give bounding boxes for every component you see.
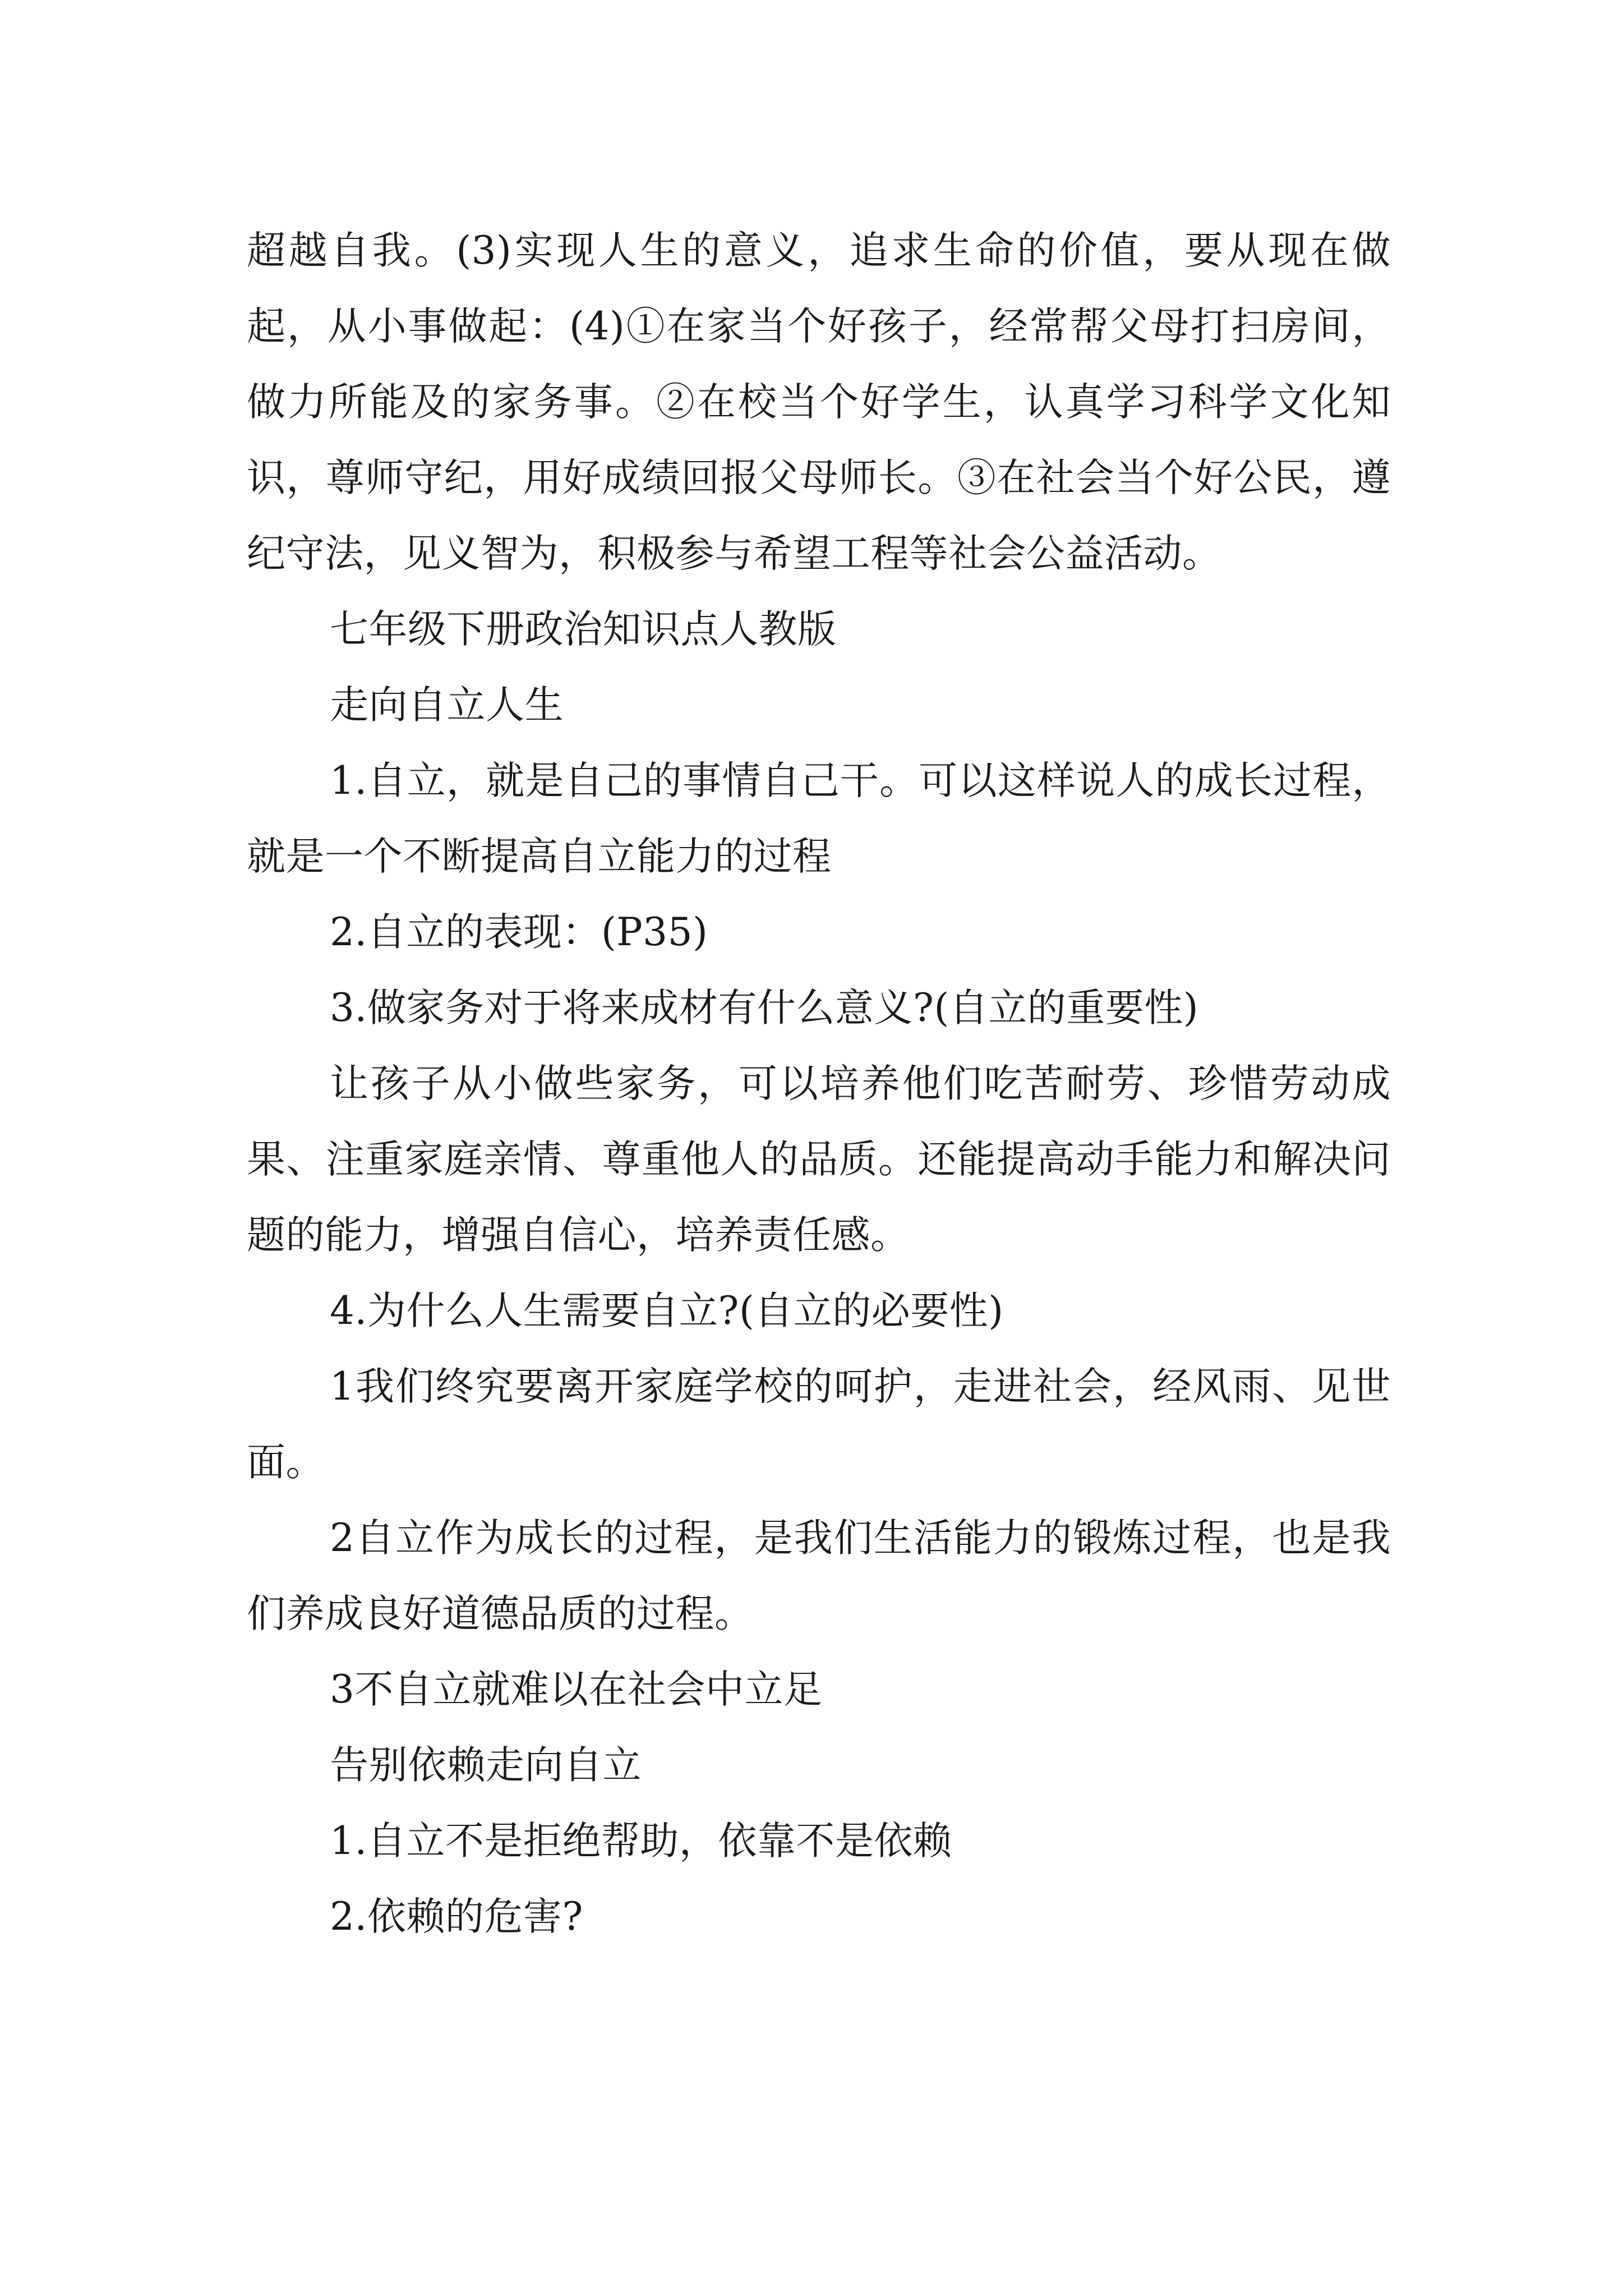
paragraph: 2自立作为成长的过程，是我们生活能力的锻炼过程，也是我们养成良好道德品质的过程。 [247,1516,1391,1636]
paragraph: 2.自立的表现：(P35) [330,910,708,955]
paragraph-continuation: 超越自我。(3)实现人生的意义，追求生命的价值，要从现在做起，从小事做起：(4)①在家当个好孩子，经常帮父母打扫房间，做力所能及的家务事。②在校当个好学生，认真学习科学文化知识，尊师守纪，用好成绩回报父母师长。③在社会当个好公民，遵纪守法，见义智为，积极参与希望工程等社会公益活动。 [247,228,1391,576]
paragraph: 4.为什么人生需要自立?(自立的必要性) [330,1289,1004,1333]
document-page [247,213,1391,1955]
paragraph: 3.做家务对于将来成材有什么意义?(自立的重要性) [330,986,1199,1030]
paragraph: 3不自立就难以在社会中立足 [330,1667,823,1712]
paragraph: 2.依赖的危害? [330,1894,583,1939]
section-title: 七年级下册政治知识点人教版 [330,607,837,652]
section-heading: 告别依赖走向自立 [330,1743,642,1788]
section-heading: 走向自立人生 [330,683,564,728]
paragraph: 1.自立不是拒绝帮助，依靠不是依赖 [330,1819,952,1864]
paragraph: 1.自立，就是自己的事情自己干。可以这样说人的成长过程，就是一个不断提高自立能力的过程 [247,758,1391,879]
paragraph: 1我们终究要离开家庭学校的呵护，走进社会，经风雨、见世面。 [247,1364,1391,1485]
paragraph: 让孩子从小做些家务，可以培养他们吃苦耐劳、珍惜劳动成果、注重家庭亲情、尊重他人的品质。还能提高动手能力和解决问题的能力，增强自信心，培养责任感。 [247,1061,1391,1258]
